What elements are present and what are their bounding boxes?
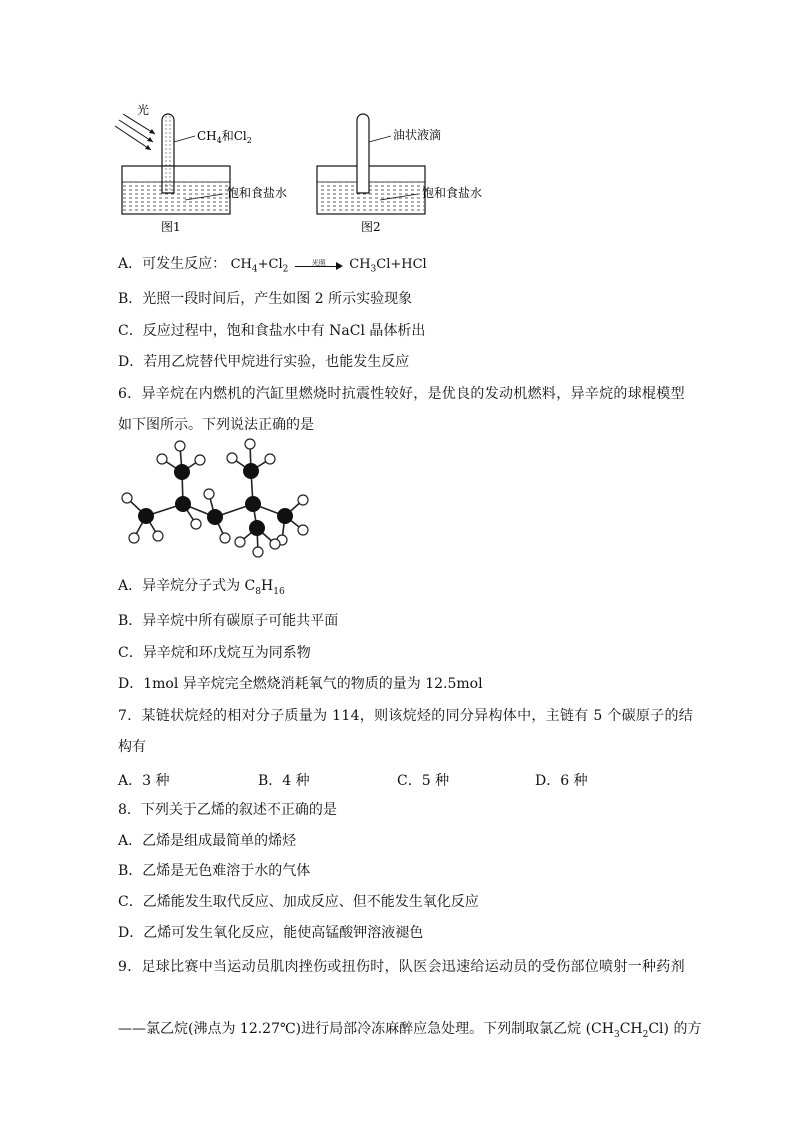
q8-stem: 8．下列关于乙烯的叙述不正确的是 bbox=[118, 802, 337, 818]
q6-stem-line-2: 如下图所示。下列说法正确的是 bbox=[118, 417, 314, 433]
salt-water-1 bbox=[123, 182, 229, 213]
salt-water-2 bbox=[318, 182, 424, 213]
q7-options bbox=[118, 770, 678, 788]
q5-option-a: A．可发生反应： $CH_4+Cl_2$ 光照 $CH_3Cl+HCl$ bbox=[118, 256, 427, 275]
q7-option-b: B．4 种 bbox=[258, 773, 310, 789]
salt-water-label-1: 饱和食盐水 bbox=[227, 186, 288, 200]
caption-figure-1: 图1 bbox=[161, 220, 181, 234]
q6-option-b: B．异辛烷中所有碳原子可能共平面 bbox=[118, 613, 339, 629]
oil-drops-label: 油状液滴 bbox=[393, 128, 442, 142]
q5-option-d: D．若用乙烷替代甲烷进行实验，也能发生反应 bbox=[118, 354, 410, 370]
reaction-arrow: 光照 bbox=[295, 257, 343, 271]
q5-option-c: C．反应过程中，饱和食盐水中有 NaCl 晶体析出 bbox=[118, 323, 426, 339]
q8-option-d: D．乙烯可发生氧化反应，能使高锰酸钾溶液褪色 bbox=[118, 925, 424, 941]
isooctane-ball-stick-model bbox=[110, 430, 310, 560]
q7-stem-line-2: 构有 bbox=[118, 739, 146, 755]
q7-stem-line-1: 7．某链状烷烃的相对分子质量为 114，则该烷烃的同分异构体中，主链有 5 个碳原子的结 bbox=[118, 708, 694, 724]
q6-option-c: C．异辛烷和环戊烷互为同系物 bbox=[118, 645, 311, 661]
gas-label: $CH_4$和$Cl_2$ bbox=[197, 129, 252, 145]
experiment-diagram bbox=[105, 100, 525, 240]
q7-option-a: A．3 种 bbox=[118, 773, 170, 789]
q6-option-a: A．异辛烷分子式为 $C_8H_{16}$ bbox=[118, 578, 285, 597]
q8-option-a: A．乙烯是组成最简单的烯烃 bbox=[118, 833, 297, 849]
light-rays bbox=[115, 114, 155, 150]
q6-option-d: D．1mol 异辛烷完全燃烧消耗氧气的物质的量为 12.5mol bbox=[118, 676, 483, 692]
q8-option-b: B．乙烯是无色难溶于水的气体 bbox=[118, 863, 311, 879]
q8-option-c: C．乙烯能发生取代反应、加成反应、但不能发生氧化反应 bbox=[118, 894, 479, 910]
q6-stem-line-1: 6．异辛烷在内燃机的汽缸里燃烧时抗震性较好，是优良的发动机燃料，异辛烷的球棍模型 bbox=[118, 386, 685, 402]
light-label: 光 bbox=[137, 103, 150, 117]
q5-option-b: B．光照一段时间后，产生如图 2 所示实验现象 bbox=[118, 291, 413, 307]
experiment-figure bbox=[105, 100, 525, 240]
salt-water-label-2: 饱和食盐水 bbox=[422, 186, 483, 200]
caption-figure-2: 图2 bbox=[361, 220, 381, 234]
q7-option-d: D．6 种 bbox=[535, 773, 588, 789]
gas-tube-1 bbox=[162, 114, 174, 193]
q7-option-c: C．5 种 bbox=[397, 773, 450, 789]
q9-stem-line-2: ——氯乙烷(沸点为 12.27℃)进行局部冷冻麻醉应急处理。下列制取氯乙烷 $(CH_3CH_2Cl)$ 的方 bbox=[118, 1021, 702, 1040]
q9-stem-line-1: 9．足球比赛中当运动员肌肉挫伤或扭伤时，队医会迅速给运动员的受伤部位喷射一种药剂 bbox=[118, 959, 685, 975]
tube-2 bbox=[357, 114, 369, 193]
